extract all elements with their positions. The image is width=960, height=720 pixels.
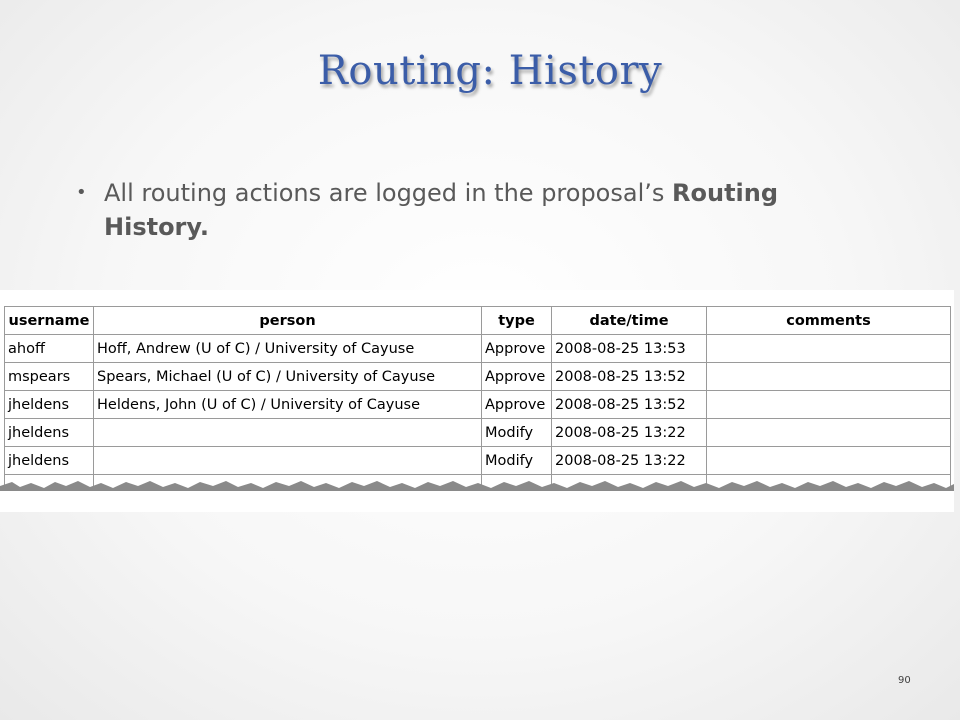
cell-person: Spears, Michael (U of C) / University of Cayuse (94, 363, 482, 391)
cell-person: Heldens, John (U of C) / University of Cayuse (94, 391, 482, 419)
column-header-person: person (94, 307, 482, 335)
cell-type: Modify (482, 447, 552, 475)
bullet-text-plain: All routing actions are logged in the proposal’s (104, 179, 673, 207)
cell-comments (707, 447, 951, 475)
column-header-type: type (482, 307, 552, 335)
column-header-comments: comments (707, 307, 951, 335)
column-header-username: username (5, 307, 94, 335)
table-row (5, 447, 951, 475)
cell-username: jheldens (5, 419, 94, 447)
cell-comments (707, 391, 951, 419)
torn-edge-graphic (0, 480, 954, 504)
table-row (5, 335, 951, 363)
table-row (5, 419, 951, 447)
cell-type: Modify (482, 419, 552, 447)
page-number: 90 (898, 675, 911, 686)
cell-datetime: 2008-08-25 13:52 (552, 363, 707, 391)
torn-edge-fill (0, 491, 954, 504)
cell-datetime: 2008-08-25 13:52 (552, 391, 707, 419)
cell-username: ahoff (5, 335, 94, 363)
cell-comments (707, 335, 951, 363)
table-row (5, 391, 951, 419)
routing-history-table (4, 306, 951, 503)
table-row (5, 363, 951, 391)
bullet-text-bold: Routing History. (104, 179, 779, 241)
cell-username: jheldens (5, 447, 94, 475)
bullet-item (76, 176, 866, 244)
cell-type: Approve (482, 391, 552, 419)
cell-datetime: 2008-08-25 13:22 (552, 419, 707, 447)
table-header-row (5, 307, 951, 335)
cell-datetime: 2008-08-25 13:53 (552, 335, 707, 363)
cell-person (94, 447, 482, 475)
torn-edge-shadow (0, 481, 954, 492)
column-header-datetime: date/time (552, 307, 707, 335)
cell-comments (707, 363, 951, 391)
cell-person (94, 419, 482, 447)
cell-comments (707, 419, 951, 447)
bullet-dot-icon: • (76, 182, 87, 203)
cell-username: mspears (5, 363, 94, 391)
slide-title: Routing: History (317, 48, 663, 94)
bullet-text (104, 176, 866, 244)
cell-datetime: 2008-08-25 13:22 (552, 447, 707, 475)
cell-person: Hoff, Andrew (U of C) / University of Cayuse (94, 335, 482, 363)
cell-type: Approve (482, 363, 552, 391)
cell-type: Approve (482, 335, 552, 363)
routing-history-screenshot (0, 290, 954, 512)
cell-username: jheldens (5, 391, 94, 419)
